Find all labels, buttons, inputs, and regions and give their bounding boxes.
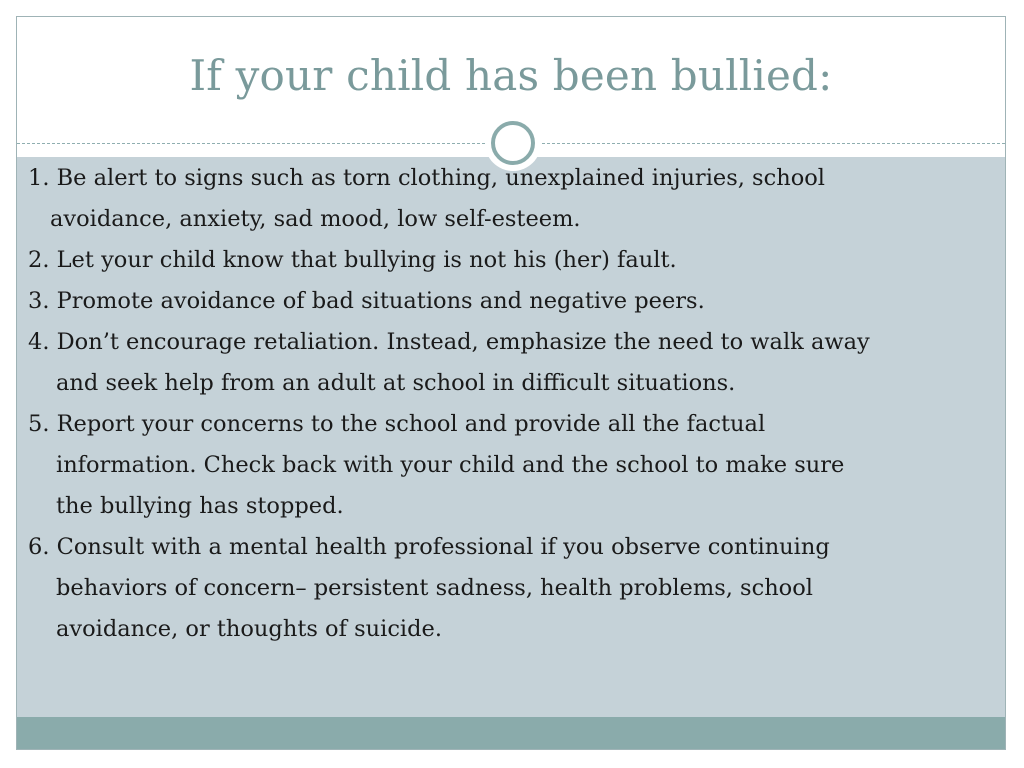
list-item-line: 4. Don’t encourage retaliation. Instead, emphasize the need to walk away — [28, 329, 870, 355]
list-item-line: avoidance, anxiety, sad mood, low self-esteem. — [50, 206, 581, 232]
footer-band — [17, 717, 1005, 750]
list-item — [28, 404, 968, 527]
list-item — [28, 240, 968, 281]
advice-list — [28, 158, 968, 650]
list-item-line: 6. Consult with a mental health professional if you observe continuing — [28, 534, 830, 560]
list-item — [28, 281, 968, 322]
slide-title: If your child has been bullied: — [189, 51, 833, 100]
list-item-line: the bullying has stopped. — [56, 493, 344, 519]
list-item-line: and seek help from an adult at school in difficult situations. — [56, 370, 736, 396]
list-item-line: 3. Promote avoidance of bad situations and negative peers. — [28, 288, 705, 314]
list-item-line: 1. Be alert to signs such as torn clothing, unexplained injuries, school — [28, 165, 825, 191]
list-item-line: behaviors of concern– persistent sadness, health problems, school — [56, 575, 813, 601]
list-item-line: 5. Report your concerns to the school and provide all the factual — [28, 411, 766, 437]
list-item-line: avoidance, or thoughts of suicide. — [56, 616, 442, 642]
list-item-line: 2. Let your child know that bullying is not his (her) fault. — [28, 247, 677, 273]
list-item — [28, 322, 968, 404]
list-item — [28, 527, 968, 650]
list-item — [28, 158, 968, 240]
list-item-line: information. Check back with your child and the school to make sure — [56, 452, 845, 478]
